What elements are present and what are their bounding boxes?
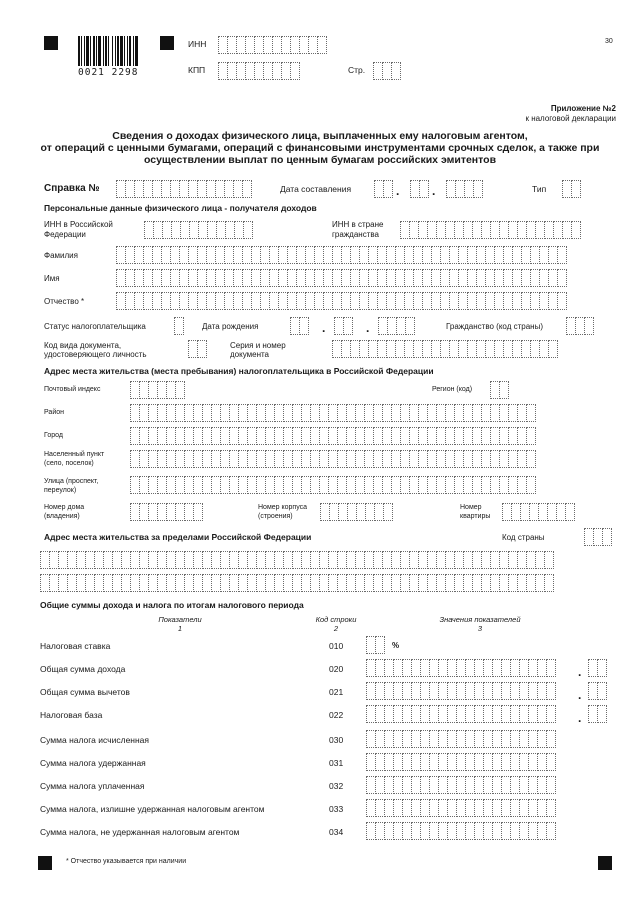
surname-field[interactable] bbox=[116, 246, 566, 264]
foreign-address-line1[interactable] bbox=[40, 551, 553, 569]
line-code: 020 bbox=[329, 664, 344, 674]
district-label: Район bbox=[44, 409, 64, 416]
input-cell[interactable] bbox=[548, 340, 558, 358]
country-code-label: Код страны bbox=[502, 533, 545, 542]
input-cell[interactable] bbox=[526, 404, 536, 422]
certificate-number-field[interactable] bbox=[116, 180, 251, 198]
birthdate-separator: . bbox=[366, 321, 370, 335]
building-label-line1: Номер корпуса bbox=[258, 504, 308, 511]
page-number-field[interactable] bbox=[373, 62, 400, 80]
postal-label: Почтовый индекс bbox=[44, 386, 101, 393]
date-year-field[interactable] bbox=[446, 180, 482, 198]
input-cell[interactable] bbox=[597, 705, 607, 723]
line-code: 034 bbox=[329, 827, 344, 837]
col1-header: Показатели bbox=[158, 615, 202, 624]
input-cell[interactable] bbox=[546, 659, 556, 677]
title-line3: осуществлении выплат по ценным бумагам российских эмитентов bbox=[143, 154, 497, 166]
name-field[interactable] bbox=[116, 269, 566, 287]
indicator-label: Сумма налога, излишне удержанная налоговым агентом bbox=[40, 804, 265, 814]
tax-base-field[interactable] bbox=[366, 705, 555, 723]
input-cell[interactable] bbox=[546, 682, 556, 700]
name-label: Имя bbox=[44, 274, 60, 283]
doc-series-label-line1: Серия и номер bbox=[230, 341, 286, 350]
input-cell[interactable] bbox=[544, 551, 554, 569]
barcode-number: 0021 2298 bbox=[78, 67, 139, 78]
apartment-label-line2: квартиры bbox=[460, 513, 491, 520]
col3-num: 3 bbox=[477, 624, 483, 633]
registration-mark-top-center bbox=[160, 36, 174, 50]
input-cell[interactable] bbox=[546, 730, 556, 748]
tax-rate-field[interactable] bbox=[366, 636, 384, 654]
input-cell[interactable] bbox=[565, 503, 575, 521]
line-code: 022 bbox=[329, 710, 344, 720]
patronymic-label: Отчество * bbox=[44, 297, 85, 306]
input-cell[interactable] bbox=[343, 317, 353, 335]
house-label-line1: Номер дома bbox=[44, 504, 85, 511]
totals-section-title: Общие суммы дохода и налога по итогам налогового периода bbox=[40, 600, 304, 610]
input-cell[interactable] bbox=[546, 822, 556, 840]
input-cell[interactable] bbox=[602, 528, 612, 546]
input-cell[interactable] bbox=[383, 503, 393, 521]
foreign-address-line2[interactable] bbox=[40, 574, 553, 592]
tax-withheld-field[interactable] bbox=[366, 753, 555, 771]
total-deductions-kopecks[interactable] bbox=[588, 682, 606, 700]
input-cell[interactable] bbox=[571, 180, 581, 198]
input-cell[interactable] bbox=[290, 62, 300, 80]
indicator-label: Налоговая база bbox=[40, 710, 103, 720]
patronymic-field[interactable] bbox=[116, 292, 566, 310]
input-cell[interactable] bbox=[193, 503, 203, 521]
doc-code-label-line1: Код вида документа, bbox=[44, 341, 122, 350]
inn-citizenship-label-line1: ИНН в стране bbox=[332, 220, 384, 229]
registration-mark-bottom-right bbox=[598, 856, 612, 870]
doc-series-label-line2: документа bbox=[230, 350, 270, 359]
inn-rf-label-line1: ИНН в Российской bbox=[44, 220, 113, 229]
sheet-number: 30 bbox=[605, 38, 613, 45]
country-code-field[interactable] bbox=[584, 528, 611, 546]
input-cell[interactable] bbox=[419, 180, 429, 198]
indicator-label: Общая сумма вычетов bbox=[40, 687, 130, 697]
kpp-label: КПП bbox=[188, 65, 206, 75]
input-cell[interactable] bbox=[557, 269, 567, 287]
apartment-label-line1: Номер bbox=[460, 504, 482, 511]
input-cell[interactable] bbox=[557, 246, 567, 264]
input-cell[interactable] bbox=[546, 705, 556, 723]
status-field[interactable] bbox=[174, 317, 183, 335]
tax-paid-field[interactable] bbox=[366, 776, 555, 794]
postal-field[interactable] bbox=[130, 381, 184, 399]
input-cell[interactable] bbox=[526, 427, 536, 445]
input-cell[interactable] bbox=[175, 381, 185, 399]
inn-citizenship-field[interactable] bbox=[400, 221, 580, 239]
inn-field[interactable] bbox=[218, 36, 326, 54]
input-cell[interactable] bbox=[526, 450, 536, 468]
tax-not-withheld-field[interactable] bbox=[366, 822, 555, 840]
indicator-label: Сумма налога уплаченная bbox=[40, 781, 145, 791]
doc-series-field[interactable] bbox=[332, 340, 557, 358]
building-label-line2: (строения) bbox=[258, 513, 293, 520]
citizenship-field[interactable] bbox=[566, 317, 593, 335]
street-field[interactable] bbox=[130, 476, 535, 494]
tax-base-kopecks[interactable] bbox=[588, 705, 606, 723]
total-income-kopecks[interactable] bbox=[588, 659, 606, 677]
col2-num: 2 bbox=[333, 624, 339, 633]
input-cell[interactable] bbox=[391, 62, 401, 80]
citizenship-label: Гражданство (код страны) bbox=[446, 322, 543, 331]
date-label: Дата составления bbox=[280, 184, 352, 194]
inn-rf-field[interactable] bbox=[144, 221, 252, 239]
indicator-label: Сумма налога исчисленная bbox=[40, 735, 150, 745]
input-cell[interactable] bbox=[526, 476, 536, 494]
barcode-bar bbox=[138, 36, 139, 66]
certificate-number-label: Справка № bbox=[44, 183, 100, 194]
document-title bbox=[40, 130, 600, 166]
title-line1: Сведения о доходах физического лица, выплаченных ему налоговым агентом, bbox=[112, 130, 528, 142]
type-field[interactable] bbox=[562, 180, 580, 198]
col3-header: Значения показателей bbox=[439, 615, 521, 624]
inn-citizenship-label-line2: гражданства bbox=[332, 230, 379, 239]
birthdate-year-field[interactable] bbox=[378, 317, 414, 335]
input-cell[interactable] bbox=[299, 317, 309, 335]
appendix-line2: к налоговой декларации bbox=[525, 114, 616, 123]
date-day-field[interactable] bbox=[374, 180, 392, 198]
input-cell[interactable] bbox=[473, 180, 483, 198]
input-cell[interactable] bbox=[383, 180, 393, 198]
building-field[interactable] bbox=[320, 503, 392, 521]
inn-label: ИНН bbox=[188, 39, 207, 49]
birthdate-separator: . bbox=[322, 321, 326, 335]
city-label: Город bbox=[44, 432, 63, 439]
house-field[interactable] bbox=[130, 503, 202, 521]
total-income-field[interactable] bbox=[366, 659, 555, 677]
decimal-separator: . bbox=[578, 711, 582, 725]
percent-sign: % bbox=[392, 641, 400, 650]
birthdate-label: Дата рождения bbox=[202, 322, 259, 331]
input-cell[interactable] bbox=[546, 753, 556, 771]
line-code: 031 bbox=[329, 758, 344, 768]
input-cell[interactable] bbox=[571, 221, 581, 239]
line-code: 030 bbox=[329, 735, 344, 745]
footnote: * Отчество указывается при наличии bbox=[66, 858, 187, 865]
house-label-line2: (владения) bbox=[44, 513, 80, 520]
decimal-separator: . bbox=[578, 688, 582, 702]
registration-mark-top-left bbox=[44, 36, 58, 50]
input-cell[interactable] bbox=[546, 776, 556, 794]
doc-code-field[interactable] bbox=[188, 340, 206, 358]
appendix-line1: Приложение №2 bbox=[550, 104, 616, 113]
date-separator: . bbox=[396, 184, 400, 198]
input-cell[interactable] bbox=[557, 292, 567, 310]
locality-field[interactable] bbox=[130, 450, 535, 468]
line-code: 010 bbox=[329, 641, 344, 651]
street-label-line2: переулок) bbox=[44, 487, 77, 494]
col2-header: Код строки bbox=[315, 615, 357, 624]
indicator-label: Общая сумма дохода bbox=[40, 664, 126, 674]
surname-label: Фамилия bbox=[44, 251, 78, 260]
input-cell[interactable] bbox=[405, 317, 415, 335]
indicator-label: Налоговая ставка bbox=[40, 641, 111, 651]
barcode bbox=[78, 36, 150, 66]
page-label: Стр. bbox=[348, 65, 366, 75]
doc-code-label-line2: удостоверяющего личность bbox=[44, 350, 147, 359]
input-cell[interactable] bbox=[597, 659, 607, 677]
registration-mark-bottom-left bbox=[38, 856, 52, 870]
locality-label-line1: Населенный пункт bbox=[44, 451, 105, 458]
birthdate-day-field[interactable] bbox=[290, 317, 308, 335]
input-cell[interactable] bbox=[375, 636, 385, 654]
personal-section-title: Персональные данные физического лица - получателя доходов bbox=[44, 203, 317, 213]
decimal-separator: . bbox=[578, 665, 582, 679]
input-cell[interactable] bbox=[546, 799, 556, 817]
input-cell[interactable] bbox=[242, 180, 252, 198]
input-cell[interactable] bbox=[243, 221, 253, 239]
input-cell[interactable] bbox=[584, 317, 594, 335]
line-code: 033 bbox=[329, 804, 344, 814]
input-cell[interactable] bbox=[499, 381, 509, 399]
address-rf-section-title: Адрес места жительства (места пребывания) налогоплательщика в Российской Федерации bbox=[44, 366, 434, 376]
type-label: Тип bbox=[532, 184, 547, 194]
input-cell[interactable] bbox=[544, 574, 554, 592]
line-code: 032 bbox=[329, 781, 344, 791]
input-cell[interactable] bbox=[597, 682, 607, 700]
district-field[interactable] bbox=[130, 404, 535, 422]
status-label: Статус налогоплательщика bbox=[44, 322, 146, 331]
kpp-field[interactable] bbox=[218, 62, 299, 80]
birthdate-month-field[interactable] bbox=[334, 317, 352, 335]
input-cell[interactable] bbox=[317, 36, 327, 54]
region-label: Регион (код) bbox=[432, 386, 473, 393]
date-separator: . bbox=[432, 184, 436, 198]
address-foreign-section-title: Адрес места жительства за пределами Российской Федерации bbox=[44, 532, 312, 542]
input-cell[interactable] bbox=[174, 317, 184, 335]
indicator-label: Сумма налога удержанная bbox=[40, 758, 146, 768]
line-code: 021 bbox=[329, 687, 344, 697]
title-line2: от операций с ценными бумагами, операций с финансовыми инструментами срочных сделок, а также при bbox=[40, 142, 600, 154]
col1-num: 1 bbox=[177, 624, 183, 633]
tax-overwithheld-field[interactable] bbox=[366, 799, 555, 817]
region-field[interactable] bbox=[490, 381, 508, 399]
date-month-field[interactable] bbox=[410, 180, 428, 198]
street-label-line1: Улица (проспект, bbox=[44, 478, 99, 485]
tax-calculated-field[interactable] bbox=[366, 730, 555, 748]
indicator-label: Сумма налога, не удержанная налоговым агентом bbox=[40, 827, 240, 837]
total-deductions-field[interactable] bbox=[366, 682, 555, 700]
apartment-field[interactable] bbox=[502, 503, 574, 521]
input-cell[interactable] bbox=[197, 340, 207, 358]
locality-label-line2: (село, поселок) bbox=[44, 460, 94, 467]
inn-rf-label-line2: Федерации bbox=[44, 230, 86, 239]
city-field[interactable] bbox=[130, 427, 535, 445]
